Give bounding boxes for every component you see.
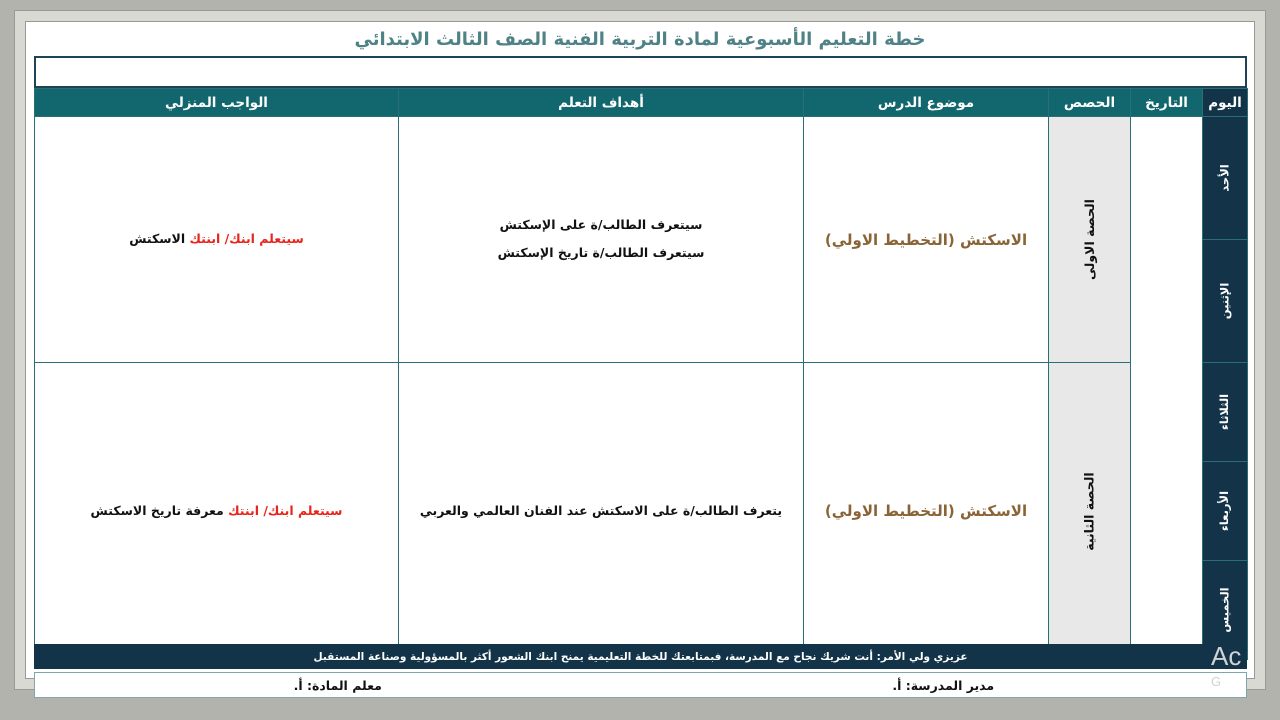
worksheet-sheet <box>25 21 1255 693</box>
header-period: الحصص <box>1049 89 1131 117</box>
header-day: اليوم <box>1203 89 1248 117</box>
homework-highlight: سيتعلم ابنك/ ابنتك <box>228 502 343 518</box>
day-label: الأحد <box>1217 164 1232 192</box>
school-principal-label: مدير المدرسة: أ. <box>892 677 995 693</box>
header-homework: الواجب المنزلي <box>35 89 399 117</box>
homework-cell-1 <box>35 117 399 363</box>
page-title: خطة التعليم الأسبوعية لمادة التربية الفنية الصف الثالث الابتدائي <box>354 28 926 50</box>
topic-cell-2: الاسكتش (التخطيط الاولي) <box>804 363 1049 660</box>
subject-teacher-label: معلم المادة: أ. <box>293 677 382 693</box>
watermark-line-2: G <box>1211 674 1222 689</box>
watermark-line-1: Ac <box>1211 641 1242 671</box>
day-label: الإثنين <box>1217 282 1232 320</box>
day-label: الخميس <box>1217 587 1232 633</box>
homework-text: الاسكتش <box>129 231 186 247</box>
day-label: الأربعاء <box>1217 490 1232 532</box>
objectives-cell-2 <box>399 363 804 660</box>
day-cell-wednesday <box>1203 462 1248 561</box>
title-bar <box>26 22 1254 56</box>
notes-strip[interactable] <box>34 56 1247 88</box>
homework-cell-2 <box>35 363 399 660</box>
signature-row <box>34 672 1247 698</box>
header-objectives: أهداف التعلم <box>399 89 804 117</box>
table-row <box>35 117 1248 240</box>
objective-line: سيتعرف الطالب/ة على الإسكتش <box>499 217 703 233</box>
objective-line: سيتعرف الطالب/ة تاريخ الإسكتش <box>497 245 705 260</box>
homework-text: معرفة تاريخ الاسكتش <box>90 502 224 518</box>
day-cell-tuesday <box>1203 363 1248 462</box>
parent-message-banner: عزيزي ولي الأمر: أنت شريك نجاح مع المدرسة، فبمتابعتك للخطة التعليمية يمنح ابنك الشعور أكثر بالمسؤولية وصناعة المستقبل <box>34 644 1247 669</box>
table-row <box>35 363 1248 462</box>
topic-cell-1: الاسكتش (التخطيط الاولي) <box>804 117 1049 363</box>
period-cell-second <box>1049 363 1131 660</box>
day-cell-monday <box>1203 240 1248 363</box>
period-label: الحصة الاولى <box>1081 199 1097 280</box>
header-date: التاريخ <box>1131 89 1203 117</box>
weekly-plan-table <box>34 88 1248 660</box>
date-cell[interactable] <box>1131 117 1203 660</box>
table-header-row <box>35 89 1248 117</box>
period-label: الحصة الثانية <box>1081 471 1097 551</box>
day-cell-sunday <box>1203 117 1248 240</box>
homework-highlight: سيتعلم ابنك/ ابنتك <box>189 231 304 247</box>
document-page-frame <box>14 10 1266 693</box>
header-topic: موضوع الدرس <box>804 89 1049 117</box>
objective-line: يتعرف الطالب/ة على الاسكتش عند الفنان العالمي والعربي <box>419 502 783 518</box>
objectives-cell-1 <box>399 117 804 363</box>
day-label: الثلاثاء <box>1217 393 1232 431</box>
period-cell-first <box>1049 117 1131 363</box>
